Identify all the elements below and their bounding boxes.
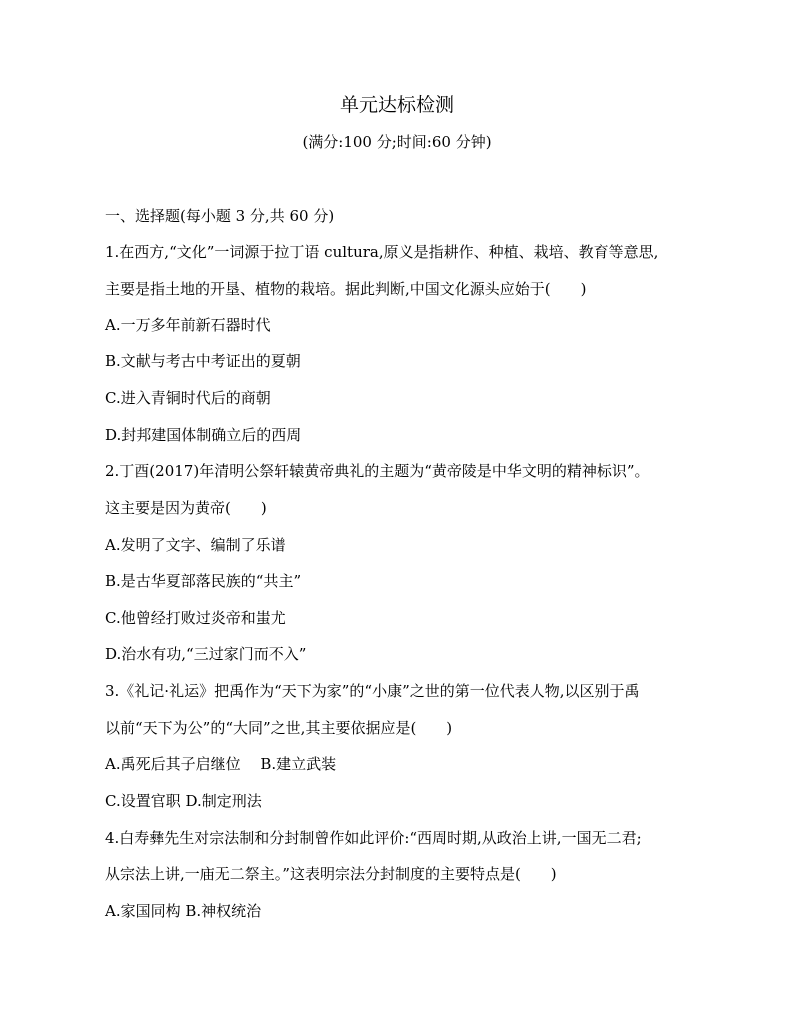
question-stem-line: 3.《礼记·礼运》把禹作为“天下为家”的“小康”之世的第一位代表人物,以区别于禹 xyxy=(105,682,640,700)
answer-option: B.文献与考古中考证出的夏朝 xyxy=(105,352,301,370)
answer-option: B.是古华夏部落民族的“共主” xyxy=(105,572,302,590)
answer-option: D.封邦建国体制确立后的西周 xyxy=(105,426,302,444)
section-heading: 一、选择题(每小题 3 分,共 60 分) xyxy=(105,207,335,225)
question-stem-line: 4.白寿彝先生对宗法制和分封制曾作如此评价:“西周时期,从政治上讲,一国无二君; xyxy=(105,829,642,847)
answer-option: A.一万多年前新石器时代 xyxy=(105,316,271,334)
page-title: 单元达标检测 xyxy=(339,94,454,116)
question-stem-line: 1.在西方,“文化”一词源于拉丁语 cultura,原义是指耕作、种植、栽培、教育等意思, xyxy=(105,243,659,261)
question-stem-line: 以前“天下为公”的“大同”之世,其主要依据应是( ) xyxy=(105,719,453,737)
answer-option: C.他曾经打败过炎帝和蚩尤 xyxy=(105,609,286,627)
question-stem-line: 主要是指土地的开垦、植物的栽培。据此判断,中国文化源头应始于( ) xyxy=(105,280,587,298)
question-stem-line: 从宗法上讲,一庙无二祭主。”这表明宗法分封制度的主要特点是( ) xyxy=(105,865,557,883)
exam-info: (满分:100 分;时间:60 分钟) xyxy=(302,133,492,151)
answer-option: C.进入青铜时代后的商朝 xyxy=(105,389,271,407)
answer-option: D.治水有功,“三过家门而不入” xyxy=(105,645,307,663)
answer-option: A.禹死后其子启继位 B.建立武装 xyxy=(105,755,337,773)
answer-option: A.家国同构 B.神权统治 xyxy=(105,902,262,920)
answer-option: C.设置官职 D.制定刑法 xyxy=(105,792,262,810)
answer-option: A.发明了文字、编制了乐谱 xyxy=(105,536,286,554)
question-stem-line: 2.丁酉(2017)年清明公祭轩辕黄帝典礼的主题为“黄帝陵是中华文明的精神标识”。 xyxy=(105,462,650,480)
question-stem-line: 这主要是因为黄帝( ) xyxy=(105,499,267,517)
